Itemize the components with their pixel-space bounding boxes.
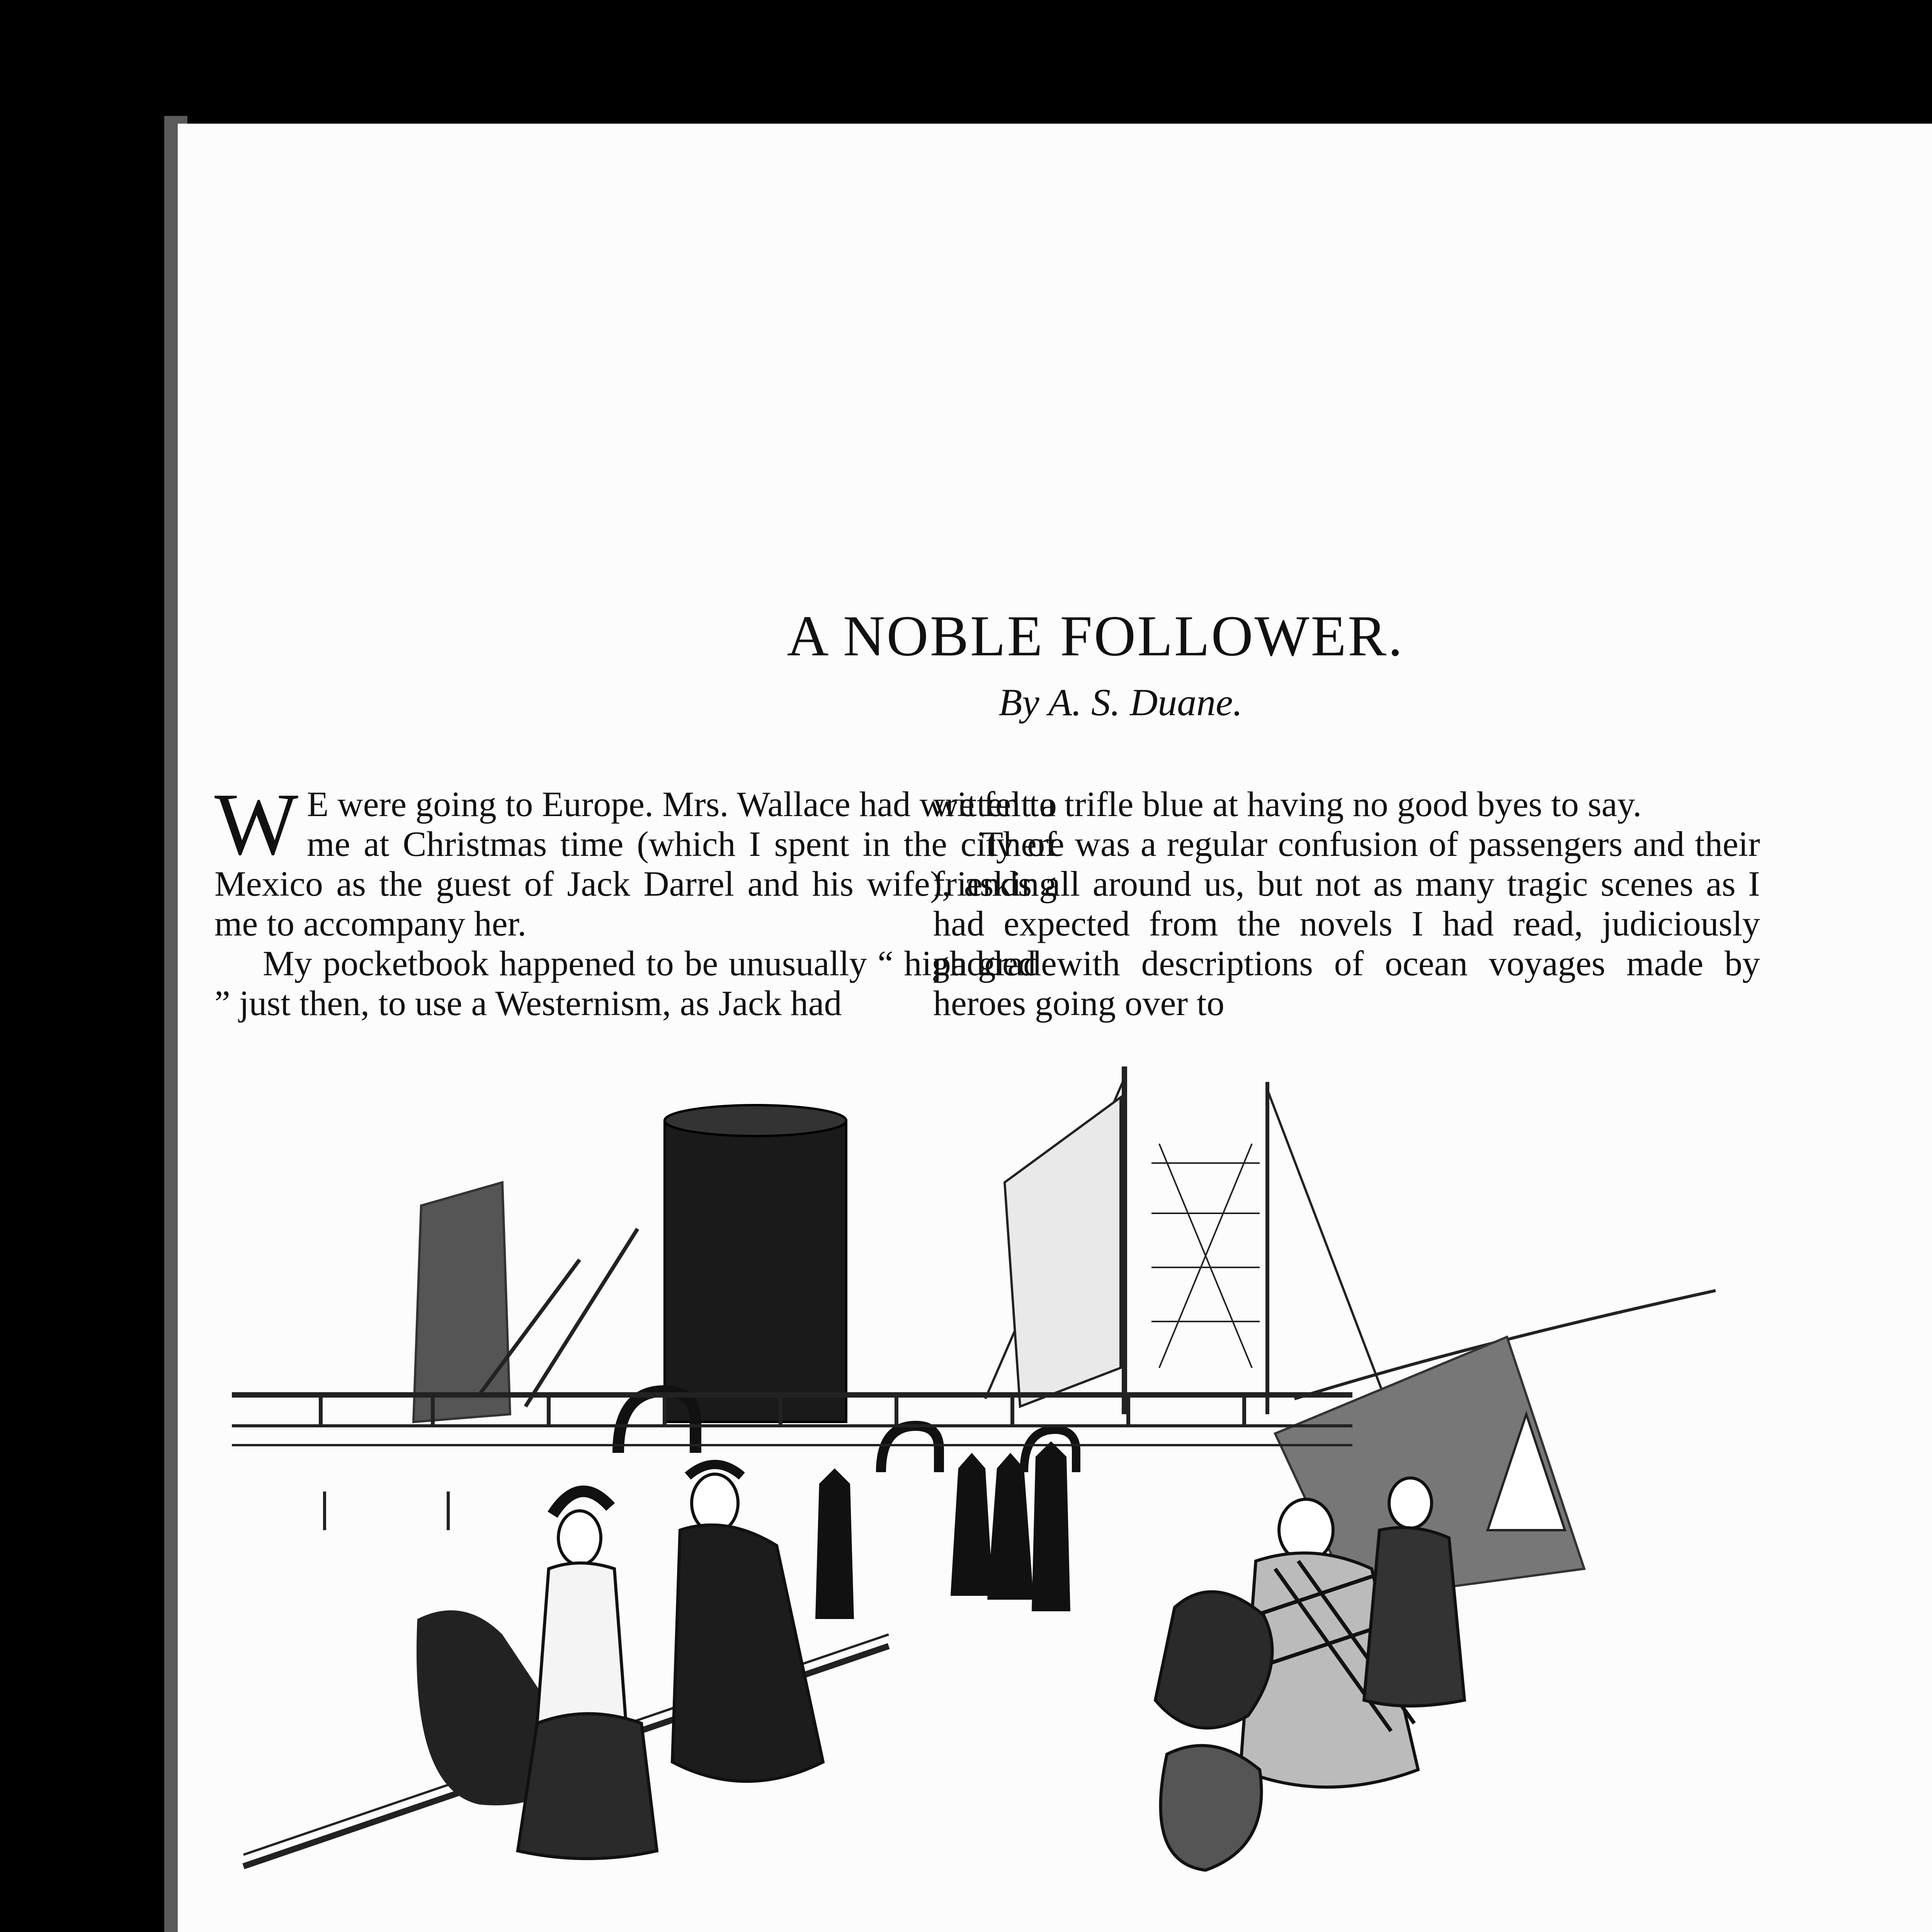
article-title: A NOBLE FOLLOWER. bbox=[787, 604, 1404, 668]
column-top-right bbox=[933, 784, 1760, 1023]
paragraph: we felt a trifle blue at having no good byes to say. bbox=[933, 784, 1642, 824]
ship-deck-illustration bbox=[232, 1066, 1723, 1932]
paragraph bbox=[214, 775, 1057, 944]
paragraph: My pocketbook happened to be unusually “ high grade ” just then, to use a Westernism, as Jack had bbox=[214, 944, 1057, 1023]
paragraph-text: E were going to Europe. Mrs. Wallace had written to me at Christmas time (which I spent in the city of Mexico as the guest of Jack Darrel and his wife), asking me to accompany her. bbox=[214, 784, 1057, 943]
column-top-left bbox=[214, 775, 1057, 1023]
article-byline: By A. S. Duane. bbox=[998, 681, 1243, 724]
paragraph: There was a regular confusion of passengers and their friends all around us, but not as many tragic scenes as I had expected from the novels I had read, judiciously padded with descriptions of ocean voyages made by heroes going over to bbox=[933, 824, 1760, 1023]
drop-cap: W bbox=[214, 775, 299, 873]
